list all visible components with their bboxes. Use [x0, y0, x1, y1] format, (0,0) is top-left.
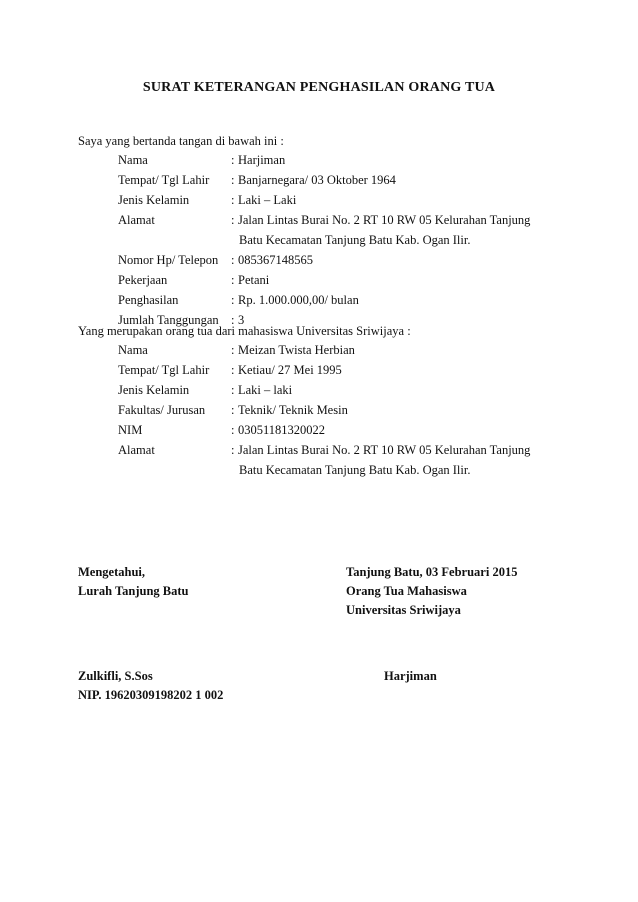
intro-student: Yang merupakan orang tua dari mahasiswa Universitas Sriwijaya : [78, 324, 411, 338]
field-label: Alamat [118, 443, 155, 457]
field-value: Teknik/ Teknik Mesin [238, 403, 348, 417]
field-value: Meizan Twista Herbian [238, 343, 355, 357]
place-date: Tanjung Batu, 03 Februari 2015 [346, 565, 518, 579]
field-label: Nama [118, 153, 148, 167]
field-separator: : [231, 193, 235, 207]
field-label: NIM [118, 423, 143, 437]
field-label: Pekerjaan [118, 273, 168, 287]
field-separator: : [231, 153, 235, 167]
field-separator: : [231, 363, 235, 377]
field-value: Jalan Lintas Burai No. 2 RT 10 RW 05 Kelurahan Tanjung [238, 213, 531, 227]
field-value: Rp. 1.000.000,00/ bulan [238, 293, 359, 307]
field-separator: : [231, 173, 235, 187]
field-separator: : [231, 343, 235, 357]
field-value: Harjiman [238, 153, 286, 167]
acknowledged-label: Mengetahui, [78, 565, 146, 579]
signature-right-header [346, 563, 517, 620]
field-value: 085367148565 [238, 253, 313, 267]
field-label: Jumlah Tanggungan [118, 313, 219, 327]
village-head-title: Lurah Tanjung Batu [78, 584, 189, 598]
field-label: Tempat/ Tgl Lahir [118, 173, 210, 187]
field-value: Laki – laki [238, 383, 293, 397]
field-separator: : [231, 273, 235, 287]
intro-parent: Saya yang bertanda tangan di bawah ini : [78, 134, 284, 148]
field-label: Alamat [118, 213, 155, 227]
field-separator: : [231, 213, 235, 227]
village-head-nip: NIP. 19620309198202 1 002 [78, 688, 224, 702]
field-value-continued: Batu Kecamatan Tanjung Batu Kab. Ogan Ilir. [239, 463, 471, 477]
field-value: Jalan Lintas Burai No. 2 RT 10 RW 05 Kelurahan Tanjung [238, 443, 531, 457]
field-value: 03051181320022 [238, 423, 326, 437]
field-separator: : [231, 403, 235, 417]
field-separator: : [231, 423, 235, 437]
letter-title: SURAT KETERANGAN PENGHASILAN ORANG TUA [142, 80, 496, 95]
field-value-continued: Batu Kecamatan Tanjung Batu Kab. Ogan Ilir. [239, 233, 471, 247]
field-separator: : [231, 313, 235, 327]
parent-title: Orang Tua Mahasiswa [346, 584, 467, 598]
field-label: Jenis Kelamin [118, 383, 190, 397]
field-label: Penghasilan [118, 293, 179, 307]
signature-left-footer [78, 667, 223, 705]
field-label: Fakultas/ Jurusan [118, 403, 206, 417]
signature-left-header [78, 563, 188, 601]
field-value: Banjarnegara/ 03 Oktober 1964 [238, 173, 396, 187]
field-value: Petani [238, 273, 270, 287]
field-separator: : [231, 253, 235, 267]
village-head-name: Zulkifli, S.Sos [78, 669, 153, 683]
field-value: Laki – Laki [238, 193, 297, 207]
parent-signature-name: Harjiman [384, 669, 437, 683]
university-name: Universitas Sriwijaya [346, 603, 461, 617]
field-separator: : [231, 443, 235, 457]
field-label: Jenis Kelamin [118, 193, 190, 207]
field-label: Tempat/ Tgl Lahir [118, 363, 210, 377]
field-label: Nama [118, 343, 148, 357]
field-value: 3 [238, 313, 245, 327]
field-separator: : [231, 383, 235, 397]
field-label: Nomor Hp/ Telepon [118, 253, 219, 267]
field-value: Ketiau/ 27 Mei 1995 [238, 363, 342, 377]
field-separator: : [231, 293, 235, 307]
